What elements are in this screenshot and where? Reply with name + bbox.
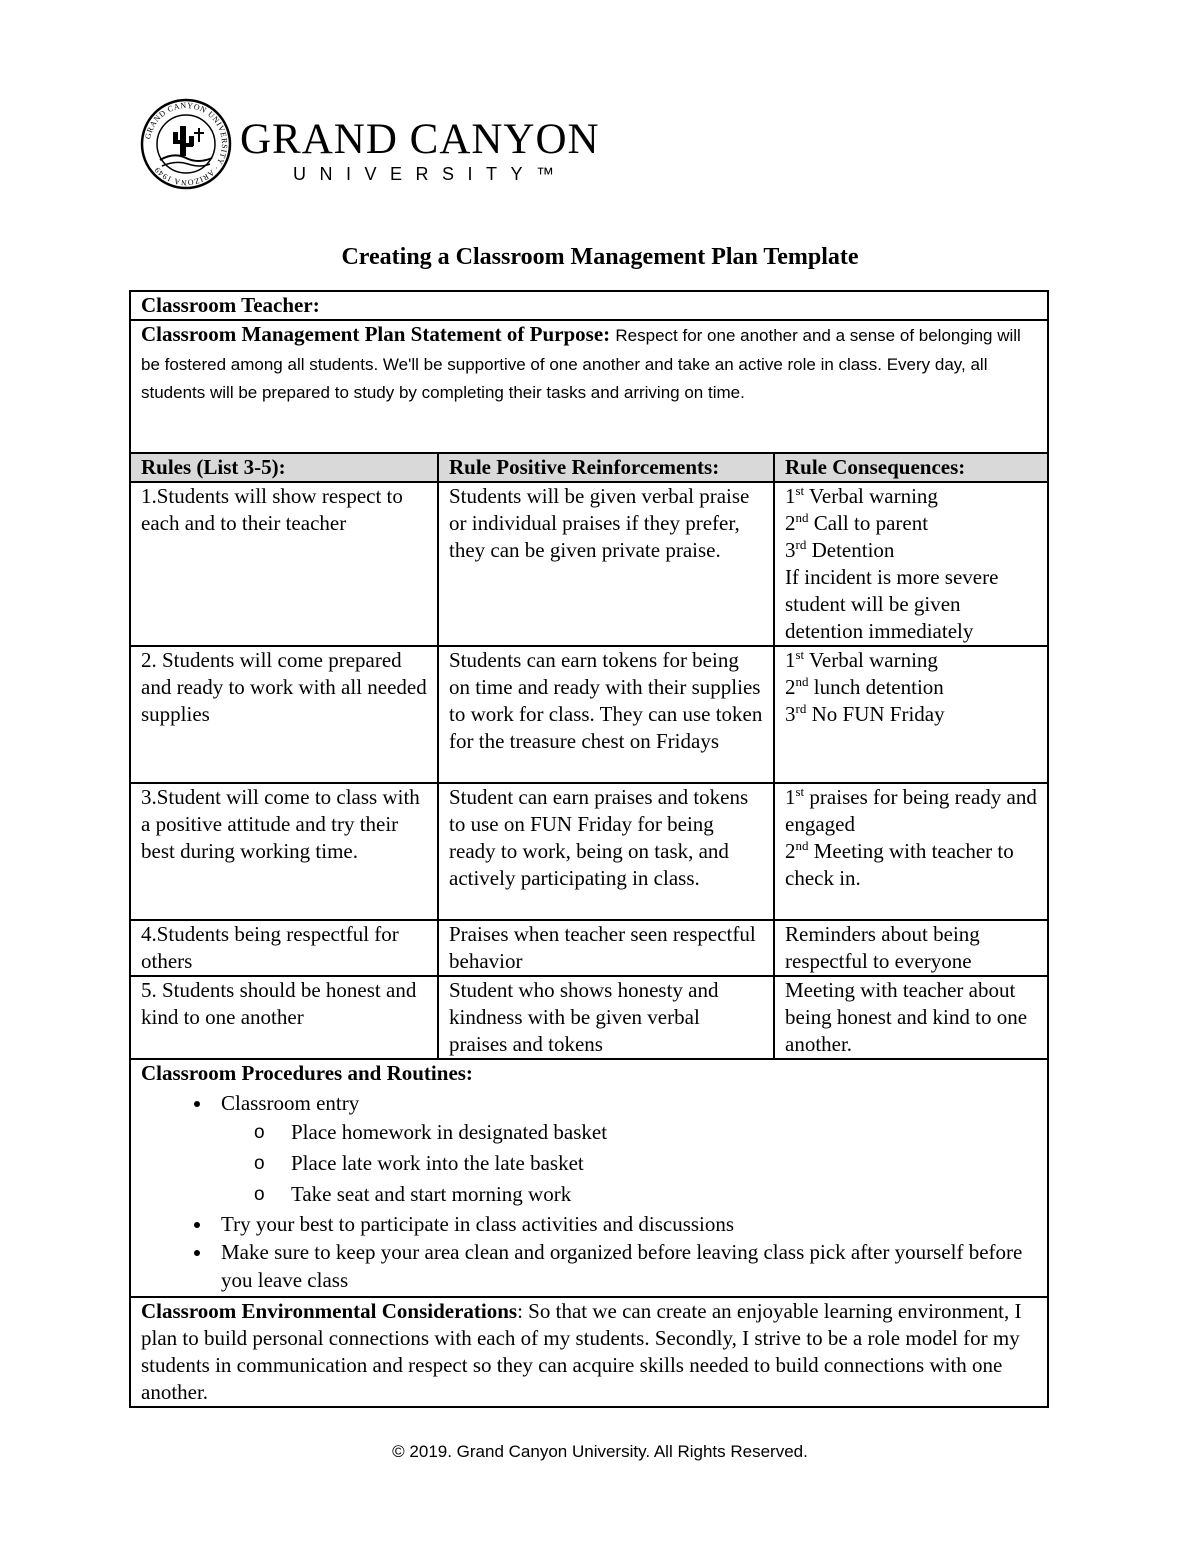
procedure-subitem: o Place late work into the late basket [273,1148,1037,1179]
procedures-row [130,1059,1048,1297]
rule-consequences [774,976,1048,1059]
management-plan-table [129,290,1049,1408]
consequence-line: 2nd lunch detention [785,674,944,699]
rule-row [130,646,1048,783]
seal-text: GRAND CANYON UNIVERSITY · ARIZONA 1949 [143,100,230,188]
consequence-line: If incident is more severe student will be given detention immediately [785,565,999,643]
university-seal-icon [140,98,232,190]
copyright-footer: © 2019. Grand Canyon University. All Rights Reserved. [392,1442,808,1461]
environment-row [130,1297,1048,1407]
rule-consequences [774,646,1048,783]
rule-reinforcement: Student can earn praises and tokens to use on FUN Friday for being ready to work, being on task, and actively participating in class. [438,783,774,920]
gcu-logo [140,98,600,190]
rule-text: 4.Students being respectful for others [130,920,438,976]
consequence-line: 3rd Detention [785,537,895,562]
header-consequences: Rule Consequences: [774,453,1048,482]
consequence-line: 1st Verbal warning [785,483,938,508]
purpose-text: Respect for one another and a sense of belonging will be fostered among all students. We'll be supportive of one another and take an active role in class. Every day, all students will be prepared to study by completing their tasks and arriving on time. [141,326,1021,402]
environment-text: : So that we can create an enjoyable learning environment, I plan to build personal connections with each of my students. Secondly, I strive to be a role model for my students in communication and respect so they can acquire skills needed to build connections with one another. [141,1299,1022,1404]
procedures-list [141,1089,1037,1294]
consequence-line: Reminders about being respectful to everyone [785,922,980,973]
procedure-subitem: o Take seat and start morning work [273,1179,1037,1210]
rule-consequences [774,482,1048,646]
rule-reinforcement: Students can earn tokens for being on time and ready with their supplies to work for class. They can use token for the treasure chest on Fridays [438,646,774,783]
brand-subtitle: UNIVERSITY™ [293,164,568,184]
procedure-sublist [221,1117,1037,1210]
rule-consequences [774,920,1048,976]
procedures-label: Classroom Procedures and Routines: [141,1061,473,1085]
consequence-line: 1st praises for being ready and engaged [785,784,1037,836]
consequence-line: 2nd Call to parent [785,510,929,535]
procedure-item: • Classroom entry o Place homework in designated basket o Place late work into the late basket o Take seat and start morning work [213,1089,1037,1210]
header-rules: Rules (List 3-5): [130,453,438,482]
rule-reinforcement: Student who shows honesty and kindness with be given verbal praises and tokens [438,976,774,1059]
rule-row [130,482,1048,646]
purpose-label: Classroom Management Plan Statement of Purpose: [141,322,611,346]
brand-name: GRAND CANYON [240,116,600,163]
header-reinforcements: Rule Positive Reinforcements: [438,453,774,482]
procedure-item: • Make sure to keep your area clean and organized before leaving class pick after yourself before you leave class [213,1238,1037,1294]
teacher-row [130,291,1048,320]
rule-row [130,783,1048,920]
document-title: Creating a Classroom Management Plan Template [341,244,859,270]
rule-text: 2. Students will come prepared and ready to work with all needed supplies [130,646,438,783]
procedure-subitem: o Place homework in designated basket [273,1117,1037,1148]
rule-consequences [774,783,1048,920]
purpose-row [130,320,1048,453]
consequence-line: 2nd Meeting with teacher to check in. [785,838,1014,890]
consequence-line: Meeting with teacher about being honest and kind to one another. [785,978,1028,1056]
consequence-line: 1st Verbal warning [785,647,938,672]
rule-text: 3.Student will come to class with a positive attitude and try their best during working time. [130,783,438,920]
environment-label: Classroom Environmental Considerations [141,1299,518,1323]
rule-row [130,920,1048,976]
rule-reinforcement: Praises when teacher seen respectful behavior [438,920,774,976]
rule-row [130,976,1048,1059]
rules-header-row [130,453,1048,482]
teacher-label: Classroom Teacher: [141,293,320,317]
procedure-item: • Try your best to participate in class activities and discussions [213,1210,1037,1238]
rule-text: 1.Students will show respect to each and to their teacher [130,482,438,646]
rule-text: 5. Students should be honest and kind to one another [130,976,438,1059]
rule-reinforcement: Students will be given verbal praise or individual praises if they prefer, they can be given private praise. [438,482,774,646]
consequence-line: 3rd No FUN Friday [785,701,945,726]
